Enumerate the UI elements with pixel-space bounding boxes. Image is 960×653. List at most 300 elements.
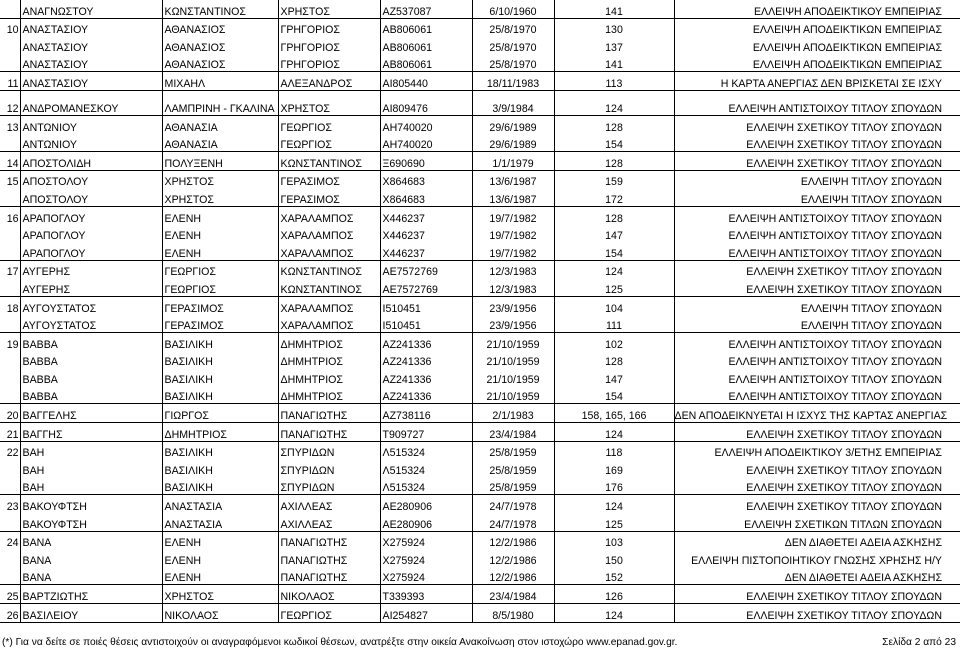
position-code-cell: 147 (554, 225, 674, 243)
father-name-cell: ΠΑΝΑΓΙΩΤΗΣ (278, 567, 380, 585)
table-row (0, 604, 960, 623)
surname-cell: ΑΝΑΣΤΑΣΙΟΥ (20, 54, 162, 72)
row-number: 26 (0, 604, 20, 623)
row-number (0, 513, 20, 531)
table-row (0, 90, 960, 115)
table-row (0, 188, 960, 206)
table-row (0, 495, 960, 513)
surname-cell: ΑΝΤΩΝΙΟΥ (20, 115, 162, 133)
rejection-reason-cell: ΕΛΛΕΙΨΗ ΣΧΕΤΙΚΟΥ ΤΙΤΛΟΥ ΣΠΟΥΔΩΝ (674, 260, 960, 278)
id-number-cell: ΑΗ740020 (380, 134, 472, 152)
father-name-cell: ΓΕΩΡΓΙΟΣ (278, 604, 380, 623)
father-name-cell: ΚΩΝΣΤΑΝΤΙΝΟΣ (278, 152, 380, 171)
birth-date-cell: 25/8/1970 (472, 36, 554, 54)
position-code-cell: 124 (554, 423, 674, 442)
row-number (0, 477, 20, 495)
father-name-cell: ΑΛΕΞΑΝΔΡΟΣ (278, 72, 380, 91)
birth-date-cell: 21/10/1959 (472, 351, 554, 369)
rejection-reason-cell: ΕΛΛΕΙΨΗ ΣΧΕΤΙΚΟΥ ΤΙΤΛΟΥ ΣΠΟΥΔΩΝ (746, 139, 942, 152)
birth-date-cell: 23/4/1984 (472, 585, 554, 604)
rejection-reason-cell: ΕΛΛΕΙΨΗ ΑΝΤΙΣΤΟΙΧΟΥ ΤΙΤΛΟΥ ΣΠΟΥΔΩΝ (728, 356, 942, 369)
id-number-cell: Χ864683 (380, 170, 472, 188)
surname-cell: ΑΡΑΠΟΓΛΟΥ (20, 206, 162, 224)
table-row (0, 36, 960, 54)
table-row (0, 404, 960, 423)
father-name-cell: ΝΙΚΟΛΑΟΣ (278, 585, 380, 604)
row-number (0, 54, 20, 72)
father-name-cell: ΓΕΩΡΓΙΟΣ (278, 115, 380, 133)
birth-date-cell: 1/1/1979 (472, 152, 554, 171)
position-code-cell: 128 (554, 351, 674, 369)
rejection-reason-cell: ΕΛΛΕΙΨΗ ΑΝΤΙΣΤΟΙΧΟΥ ΤΙΤΛΟΥ ΣΠΟΥΔΩΝ (674, 333, 960, 351)
surname-cell: ΒΑΚΟΥΦΤΣΗ (20, 513, 162, 531)
father-name-cell: ΓΡΗΓΟΡΙΟΣ (278, 18, 380, 36)
birth-date-cell: 19/7/1982 (472, 225, 554, 243)
first-name-cell: ΕΛΕΝΗ (162, 225, 278, 243)
birth-date-cell: 12/2/1986 (472, 567, 554, 585)
position-code-cell: 154 (554, 242, 674, 260)
surname-cell: ΒΑΗ (20, 441, 162, 459)
row-number (0, 549, 20, 567)
surname-cell: ΑΝΑΣΤΑΣΙΟΥ (20, 18, 162, 36)
father-name-cell: ΑΧΙΛΛΕΑΣ (278, 495, 380, 513)
surname-cell: ΑΝΔΡΟΜΑΝΕΣΚΟΥ (20, 90, 162, 115)
position-code-cell: 158, 165, 166 (554, 404, 674, 423)
footer-note: (*) Για να δείτε σε ποιές θέσεις αντιστοιχούν οι αναγραφόμενοι κωδικοί θέσεων, ανατρέξτε στην οικεία Ανακοίνωση στον ιστοχώρο www.epanad.gov.gr. (2, 637, 678, 648)
rejection-reason-cell: ΕΛΛΕΙΨΗ ΑΝΤΙΣΤΟΙΧΟΥ ΤΙΤΛΟΥ ΣΠΟΥΔΩΝ (728, 247, 942, 260)
birth-date-cell: 24/7/1978 (472, 513, 554, 531)
position-code-cell: 128 (554, 206, 674, 224)
position-code-cell: 111 (554, 315, 674, 333)
father-name-cell: ΠΑΝΑΓΙΩΤΗΣ (278, 531, 380, 549)
table-row (0, 477, 960, 495)
first-name-cell: ΓΙΩΡΓΟΣ (162, 404, 278, 423)
table-row (0, 206, 960, 224)
first-name-cell: ΕΛΕΝΗ (162, 206, 278, 224)
first-name-cell: ΧΡΗΣΤΟΣ (162, 188, 278, 206)
row-number (0, 225, 20, 243)
row-number: 13 (0, 115, 20, 133)
rejection-reason-cell: ΕΛΛΕΙΨΗ ΣΧΕΤΙΚΟΥ ΤΙΤΛΟΥ ΣΠΟΥΔΩΝ (746, 482, 942, 495)
position-code-cell: 137 (554, 36, 674, 54)
first-name-cell: ΑΝΑΣΤΑΣΙΑ (162, 495, 278, 513)
page-footer (0, 632, 960, 653)
id-number-cell: Χ446237 (380, 225, 472, 243)
father-name-cell: ΚΩΝΣΤΑΝΤΙΝΟΣ (278, 278, 380, 296)
rejection-reason-cell: ΕΛΛΕΙΨΗ ΑΝΤΙΣΤΟΙΧΟΥ ΤΙΤΛΟΥ ΣΠΟΥΔΩΝ (674, 90, 960, 115)
rejection-reason-cell: ΕΛΛΕΙΨΗ ΣΧΕΤΙΚΟΥ ΤΙΤΛΟΥ ΣΠΟΥΔΩΝ (674, 423, 960, 442)
position-code-cell: 152 (554, 567, 674, 585)
surname-cell: ΒΑΒΒΑ (20, 368, 162, 386)
father-name-cell: ΔΗΜΗΤΡΙΟΣ (278, 351, 380, 369)
id-number-cell: ΑΖ241336 (380, 368, 472, 386)
table-row (0, 351, 960, 369)
birth-date-cell: 29/6/1989 (472, 134, 554, 152)
position-code-cell: 147 (554, 368, 674, 386)
father-name-cell: ΠΑΝΑΓΙΩΤΗΣ (278, 549, 380, 567)
id-number-cell: ΑΗ740020 (380, 115, 472, 133)
first-name-cell: ΓΕΡΑΣΙΜΟΣ (162, 296, 278, 314)
table-row (0, 585, 960, 604)
position-code-cell: 176 (554, 477, 674, 495)
position-code-cell: 118 (554, 441, 674, 459)
birth-date-cell: 25/8/1959 (472, 477, 554, 495)
rejection-reason-cell: ΕΛΛΕΙΨΗ ΣΧΕΤΙΚΩΝ ΤΙΤΛΩΝ ΣΠΟΥΔΩΝ (744, 518, 942, 531)
id-number-cell: ΑΖ241336 (380, 386, 472, 404)
rejection-reason-cell: ΕΛΛΕΙΨΗ ΠΙΣΤΟΠΟΙΗΤΙΚΟΥ ΓΝΩΣΗΣ ΧΡΗΣΗΣ Η/Υ (691, 554, 942, 567)
position-code-cell: 128 (554, 152, 674, 171)
first-name-cell: ΑΘΑΝΑΣΙΟΣ (162, 18, 278, 36)
father-name-cell: ΧΑΡΑΛΑΜΠΟΣ (278, 206, 380, 224)
row-number: 11 (0, 72, 20, 91)
birth-date-cell: 23/9/1956 (472, 315, 554, 333)
father-name-cell: ΧΑΡΑΛΑΜΠΟΣ (278, 225, 380, 243)
surname-cell: ΒΑΒΒΑ (20, 386, 162, 404)
row-number: 19 (0, 333, 20, 351)
position-code-cell: 154 (554, 134, 674, 152)
id-number-cell: Χ275924 (380, 567, 472, 585)
first-name-cell: ΒΑΣΙΛΙΚΗ (162, 477, 278, 495)
row-number: 12 (0, 90, 20, 115)
rejection-reason-cell: ΕΛΛΕΙΨΗ ΑΝΤΙΣΤΟΙΧΟΥ ΤΙΤΛΟΥ ΣΠΟΥΔΩΝ (728, 373, 942, 386)
table-row (0, 72, 960, 91)
table-row (0, 386, 960, 404)
id-number-cell: Ι510451 (380, 315, 472, 333)
row-number: 22 (0, 441, 20, 459)
birth-date-cell: 12/3/1983 (472, 260, 554, 278)
position-code-cell: 172 (554, 188, 674, 206)
birth-date-cell: 3/9/1984 (472, 90, 554, 115)
birth-date-cell: 13/6/1987 (472, 188, 554, 206)
rejection-reason-cell: ΕΛΛΕΙΨΗ ΑΝΤΙΣΤΟΙΧΟΥ ΤΙΤΛΟΥ ΣΠΟΥΔΩΝ (674, 206, 960, 224)
father-name-cell: ΧΑΡΑΛΑΜΠΟΣ (278, 315, 380, 333)
birth-date-cell: 6/10/1960 (472, 0, 554, 18)
rejection-reason-cell: ΔΕΝ ΔΙΑΘΕΤΕΙ ΑΔΕΙΑ ΑΣΚΗΣΗΣ (784, 572, 942, 585)
surname-cell: ΑΝΑΓΝΩΣΤΟΥ (20, 0, 162, 18)
father-name-cell: ΔΗΜΗΤΡΙΟΣ (278, 333, 380, 351)
id-number-cell: ΑΙ805440 (380, 72, 472, 91)
position-code-cell: 124 (554, 495, 674, 513)
rejection-reason-cell: ΕΛΛΕΙΨΗ ΑΠΟΔΕΙΚΤΙΚΩΝ ΕΜΠΕΙΡΙΑΣ (752, 41, 942, 54)
row-number: 10 (0, 18, 20, 36)
row-number (0, 188, 20, 206)
row-number: 16 (0, 206, 20, 224)
row-number: 21 (0, 423, 20, 442)
position-code-cell: 124 (554, 90, 674, 115)
surname-cell: ΒΑΗ (20, 477, 162, 495)
id-number-cell: ΑΒ806061 (380, 36, 472, 54)
birth-date-cell: 12/3/1983 (472, 278, 554, 296)
first-name-cell: ΓΕΡΑΣΙΜΟΣ (162, 315, 278, 333)
row-number (0, 368, 20, 386)
table-row (0, 549, 960, 567)
surname-cell: ΑΠΟΣΤΟΛΙΔΗ (20, 152, 162, 171)
row-number: 18 (0, 296, 20, 314)
birth-date-cell: 23/9/1956 (472, 296, 554, 314)
table-row (0, 54, 960, 72)
first-name-cell: ΒΑΣΙΛΙΚΗ (162, 441, 278, 459)
row-number (0, 315, 20, 333)
table-row (0, 531, 960, 549)
id-number-cell: ΑΙ809476 (380, 90, 472, 115)
first-name-cell: ΒΑΣΙΛΙΚΗ (162, 333, 278, 351)
surname-cell: ΒΑΡΤΖΙΩΤΗΣ (20, 585, 162, 604)
id-number-cell: ΑΒ806061 (380, 54, 472, 72)
surname-cell: ΒΑΗ (20, 459, 162, 477)
rejection-reason-cell: ΕΛΛΕΙΨΗ ΑΝΤΙΣΤΟΙΧΟΥ ΤΙΤΛΟΥ ΣΠΟΥΔΩΝ (728, 230, 942, 243)
id-number-cell: Τ339393 (380, 585, 472, 604)
birth-date-cell: 12/2/1986 (472, 549, 554, 567)
rejection-reason-cell: ΕΛΛΕΙΨΗ ΣΧΕΤΙΚΟΥ ΤΙΤΛΟΥ ΣΠΟΥΔΩΝ (674, 495, 960, 513)
row-number (0, 0, 20, 18)
surname-cell: ΑΥΓΟΥΣΤΑΤΟΣ (20, 315, 162, 333)
father-name-cell: ΔΗΜΗΤΡΙΟΣ (278, 386, 380, 404)
father-name-cell: ΓΕΩΡΓΙΟΣ (278, 134, 380, 152)
id-number-cell: Χ446237 (380, 242, 472, 260)
rejection-reason-cell: ΕΛΛΕΙΨΗ ΣΧΕΤΙΚΟΥ ΤΙΤΛΟΥ ΣΠΟΥΔΩΝ (674, 152, 960, 171)
surname-cell: ΒΑΓΓΗΣ (20, 423, 162, 442)
position-code-cell: 141 (554, 0, 674, 18)
father-name-cell: ΣΠΥΡΙΔΩΝ (278, 441, 380, 459)
first-name-cell: ΓΕΩΡΓΙΟΣ (162, 278, 278, 296)
birth-date-cell: 25/8/1970 (472, 54, 554, 72)
row-number (0, 351, 20, 369)
birth-date-cell: 23/4/1984 (472, 423, 554, 442)
id-number-cell: Χ446237 (380, 206, 472, 224)
rejection-reason-cell: ΕΛΛΕΙΨΗ ΑΠΟΔΕΙΚΤΙΚΩΝ ΕΜΠΕΙΡΙΑΣ (752, 59, 942, 72)
id-number-cell: ΑΕ280906 (380, 513, 472, 531)
table-row (0, 134, 960, 152)
father-name-cell: ΓΡΗΓΟΡΙΟΣ (278, 36, 380, 54)
first-name-cell: ΧΡΗΣΤΟΣ (162, 585, 278, 604)
rejection-reason-cell: ΕΛΛΕΙΨΗ ΣΧΕΤΙΚΟΥ ΤΙΤΛΟΥ ΣΠΟΥΔΩΝ (674, 585, 960, 604)
surname-cell: ΑΠΟΣΤΟΛΟΥ (20, 188, 162, 206)
position-code-cell: 125 (554, 278, 674, 296)
position-code-cell: 102 (554, 333, 674, 351)
birth-date-cell: 25/8/1959 (472, 441, 554, 459)
position-code-cell: 103 (554, 531, 674, 549)
father-name-cell: ΓΡΗΓΟΡΙΟΣ (278, 54, 380, 72)
table-row (0, 459, 960, 477)
rejection-reason-cell: ΕΛΛΕΙΨΗ ΣΧΕΤΙΚΟΥ ΤΙΤΛΟΥ ΣΠΟΥΔΩΝ (674, 115, 960, 133)
id-number-cell: ΑΖ738116 (380, 404, 472, 423)
first-name-cell: ΒΑΣΙΛΙΚΗ (162, 459, 278, 477)
father-name-cell: ΠΑΝΑΓΙΩΤΗΣ (278, 404, 380, 423)
rejection-reason-cell: ΕΛΛΕΙΨΗ ΤΙΤΛΟΥ ΣΠΟΥΔΩΝ (674, 170, 960, 188)
id-number-cell: Λ515324 (380, 477, 472, 495)
position-code-cell: 159 (554, 170, 674, 188)
id-number-cell: ΑΖ241336 (380, 333, 472, 351)
father-name-cell: ΑΧΙΛΛΕΑΣ (278, 513, 380, 531)
id-number-cell: Χ864683 (380, 188, 472, 206)
id-number-cell: ΑΕ7572769 (380, 278, 472, 296)
table-row (0, 513, 960, 531)
id-number-cell: ΑΕ7572769 (380, 260, 472, 278)
first-name-cell: ΕΛΕΝΗ (162, 242, 278, 260)
id-number-cell: Τ909727 (380, 423, 472, 442)
surname-cell: ΑΥΓΕΡΗΣ (20, 278, 162, 296)
surname-cell: ΑΝΑΣΤΑΣΙΟΥ (20, 72, 162, 91)
id-number-cell: ΑΙ254827 (380, 604, 472, 623)
first-name-cell: ΒΑΣΙΛΙΚΗ (162, 386, 278, 404)
father-name-cell: ΧΑΡΑΛΑΜΠΟΣ (278, 296, 380, 314)
birth-date-cell: 8/5/1980 (472, 604, 554, 623)
first-name-cell: ΓΕΩΡΓΙΟΣ (162, 260, 278, 278)
surname-cell: ΒΑΚΟΥΦΤΣΗ (20, 495, 162, 513)
position-code-cell: 124 (554, 604, 674, 623)
id-number-cell: Χ275924 (380, 531, 472, 549)
row-number: 17 (0, 260, 20, 278)
page-number: Σελίδα 2 από 23 (882, 637, 956, 648)
surname-cell: ΑΡΑΠΟΓΛΟΥ (20, 242, 162, 260)
row-number: 24 (0, 531, 20, 549)
table-row (0, 567, 960, 585)
position-code-cell: 169 (554, 459, 674, 477)
first-name-cell: ΔΗΜΗΤΡΙΟΣ (162, 423, 278, 442)
rejection-reason-cell: ΔΕΝ ΑΠΟΔΕΙΚΝΥΕΤΑΙ Η ΙΣΧΥΣ ΤΗΣ ΚΑΡΤΑΣ ΑΝΕΡΓΙΑΣ (674, 404, 960, 423)
position-code-cell: 150 (554, 549, 674, 567)
first-name-cell: ΧΡΗΣΤΟΣ (162, 170, 278, 188)
father-name-cell: ΧΡΗΣΤΟΣ (278, 90, 380, 115)
birth-date-cell: 21/10/1959 (472, 333, 554, 351)
birth-date-cell: 12/2/1986 (472, 531, 554, 549)
first-name-cell: ΒΑΣΙΛΙΚΗ (162, 368, 278, 386)
position-code-cell: 154 (554, 386, 674, 404)
birth-date-cell: 19/7/1982 (472, 206, 554, 224)
id-number-cell: Ι510451 (380, 296, 472, 314)
table-row (0, 225, 960, 243)
position-code-cell: 130 (554, 18, 674, 36)
surname-cell: ΒΑΣΙΛΕΙΟΥ (20, 604, 162, 623)
father-name-cell: ΠΑΝΑΓΙΩΤΗΣ (278, 423, 380, 442)
position-code-cell: 113 (554, 72, 674, 91)
table-row (0, 170, 960, 188)
table-row (0, 260, 960, 278)
birth-date-cell: 13/6/1987 (472, 170, 554, 188)
surname-cell: ΒΑΝΑ (20, 531, 162, 549)
row-number (0, 134, 20, 152)
birth-date-cell: 21/10/1959 (472, 386, 554, 404)
first-name-cell: ΒΑΣΙΛΙΚΗ (162, 351, 278, 369)
position-code-cell: 141 (554, 54, 674, 72)
row-number: 25 (0, 585, 20, 604)
father-name-cell: ΧΡΗΣΤΟΣ (278, 0, 380, 18)
id-number-cell: ΑΖ537087 (380, 0, 472, 18)
row-number: 14 (0, 152, 20, 171)
first-name-cell: ΑΘΑΝΑΣΙΟΣ (162, 54, 278, 72)
birth-date-cell: 25/8/1970 (472, 18, 554, 36)
surname-cell: ΒΑΒΒΑ (20, 333, 162, 351)
first-name-cell: ΑΝΑΣΤΑΣΙΑ (162, 513, 278, 531)
surname-cell: ΒΑΝΑ (20, 549, 162, 567)
rejection-reason-cell: ΕΛΛΕΙΨΗ ΑΠΟΔΕΙΚΤΙΚΟΥ ΕΜΠΕΙΡΙΑΣ (753, 5, 942, 18)
surname-cell: ΑΥΓΟΥΣΤΑΤΟΣ (20, 296, 162, 314)
first-name-cell: ΑΘΑΝΑΣΙΑ (162, 115, 278, 133)
table-row (0, 333, 960, 351)
birth-date-cell: 18/11/1983 (472, 72, 554, 91)
first-name-cell: ΑΘΑΝΑΣΙΟΣ (162, 36, 278, 54)
birth-date-cell: 2/1/1983 (472, 404, 554, 423)
position-code-cell: 124 (554, 260, 674, 278)
id-number-cell: Λ515324 (380, 441, 472, 459)
row-number (0, 242, 20, 260)
first-name-cell: ΕΛΕΝΗ (162, 549, 278, 567)
birth-date-cell: 29/6/1989 (472, 115, 554, 133)
birth-date-cell: 24/7/1978 (472, 495, 554, 513)
father-name-cell: ΣΠΥΡΙΔΩΝ (278, 477, 380, 495)
table-row (0, 278, 960, 296)
first-name-cell: ΠΟΛΥΞΕΝΗ (162, 152, 278, 171)
surname-cell: ΑΝΤΩΝΙΟΥ (20, 134, 162, 152)
rejection-reason-cell: ΕΛΛΕΙΨΗ ΑΠΟΔΕΙΚΤΙΚΩΝ ΕΜΠΕΙΡΙΑΣ (674, 18, 960, 36)
table-row (0, 0, 960, 18)
surname-cell: ΒΑΒΒΑ (20, 351, 162, 369)
row-number (0, 36, 20, 54)
first-name-cell: ΝΙΚΟΛΑΟΣ (162, 604, 278, 623)
rejection-reason-cell: ΔΕΝ ΔΙΑΘΕΤΕΙ ΑΔΕΙΑ ΑΣΚΗΣΗΣ (674, 531, 960, 549)
rejection-reason-cell: ΕΛΛΕΙΨΗ ΣΧΕΤΙΚΟΥ ΤΙΤΛΟΥ ΣΠΟΥΔΩΝ (746, 283, 942, 296)
table-row (0, 423, 960, 442)
surname-cell: ΒΑΓΓΕΛΗΣ (20, 404, 162, 423)
id-number-cell: ΑΕ280906 (380, 495, 472, 513)
first-name-cell: ΛΑΜΠΡΙΝΗ - ΓΚΑΛΙΝΑ (162, 90, 278, 115)
row-number: 23 (0, 495, 20, 513)
rejection-reason-cell: ΕΛΛΕΙΨΗ ΣΧΕΤΙΚΟΥ ΤΙΤΛΟΥ ΣΠΟΥΔΩΝ (746, 464, 942, 477)
birth-date-cell: 19/7/1982 (472, 242, 554, 260)
id-number-cell: ΑΒ806061 (380, 18, 472, 36)
surname-cell: ΑΡΑΠΟΓΛΟΥ (20, 225, 162, 243)
table-row (0, 315, 960, 333)
rejection-reason-cell: ΕΛΛΕΙΨΗ ΑΠΟΔΕΙΚΤΙΚΟΥ 3/ΕΤΗΣ ΕΜΠΕΙΡΙΑΣ (674, 441, 960, 459)
row-number: 20 (0, 404, 20, 423)
birth-date-cell: 25/8/1959 (472, 459, 554, 477)
table-row (0, 18, 960, 36)
position-code-cell: 104 (554, 296, 674, 314)
position-code-cell: 125 (554, 513, 674, 531)
id-number-cell: Ξ690690 (380, 152, 472, 171)
father-name-cell: ΣΠΥΡΙΔΩΝ (278, 459, 380, 477)
father-name-cell: ΧΑΡΑΛΑΜΠΟΣ (278, 242, 380, 260)
first-name-cell: ΑΘΑΝΑΣΙΑ (162, 134, 278, 152)
table-row (0, 115, 960, 133)
row-number (0, 386, 20, 404)
table-row (0, 296, 960, 314)
table-row (0, 242, 960, 260)
row-number (0, 459, 20, 477)
rejection-reason-cell: ΕΛΛΕΙΨΗ ΑΝΤΙΣΤΟΙΧΟΥ ΤΙΤΛΟΥ ΣΠΟΥΔΩΝ (728, 391, 942, 404)
row-number (0, 278, 20, 296)
first-name-cell: ΕΛΕΝΗ (162, 567, 278, 585)
father-name-cell: ΚΩΝΣΤΑΝΤΙΝΟΣ (278, 260, 380, 278)
row-number: 15 (0, 170, 20, 188)
rejection-reason-cell: ΕΛΛΕΙΨΗ ΤΙΤΛΟΥ ΣΠΟΥΔΩΝ (800, 193, 942, 206)
id-number-cell: ΑΖ241336 (380, 351, 472, 369)
rejection-reason-cell: ΕΛΛΕΙΨΗ ΤΙΤΛΟΥ ΣΠΟΥΔΩΝ (674, 296, 960, 314)
id-number-cell: Χ275924 (380, 549, 472, 567)
table-row (0, 152, 960, 171)
surname-cell: ΒΑΝΑ (20, 567, 162, 585)
position-code-cell: 126 (554, 585, 674, 604)
father-name-cell: ΔΗΜΗΤΡΙΟΣ (278, 368, 380, 386)
first-name-cell: ΕΛΕΝΗ (162, 531, 278, 549)
surname-cell: ΑΠΟΣΤΟΛΟΥ (20, 170, 162, 188)
id-number-cell: Λ515324 (380, 459, 472, 477)
father-name-cell: ΓΕΡΑΣΙΜΟΣ (278, 170, 380, 188)
first-name-cell: ΚΩΝΣΤΑΝΤΙΝΟΣ (162, 0, 278, 18)
surname-cell: ΑΝΑΣΤΑΣΙΟΥ (20, 36, 162, 54)
rejection-reason-cell: ΕΛΛΕΙΨΗ ΤΙΤΛΟΥ ΣΠΟΥΔΩΝ (800, 320, 942, 333)
surname-cell: ΑΥΓΕΡΗΣ (20, 260, 162, 278)
